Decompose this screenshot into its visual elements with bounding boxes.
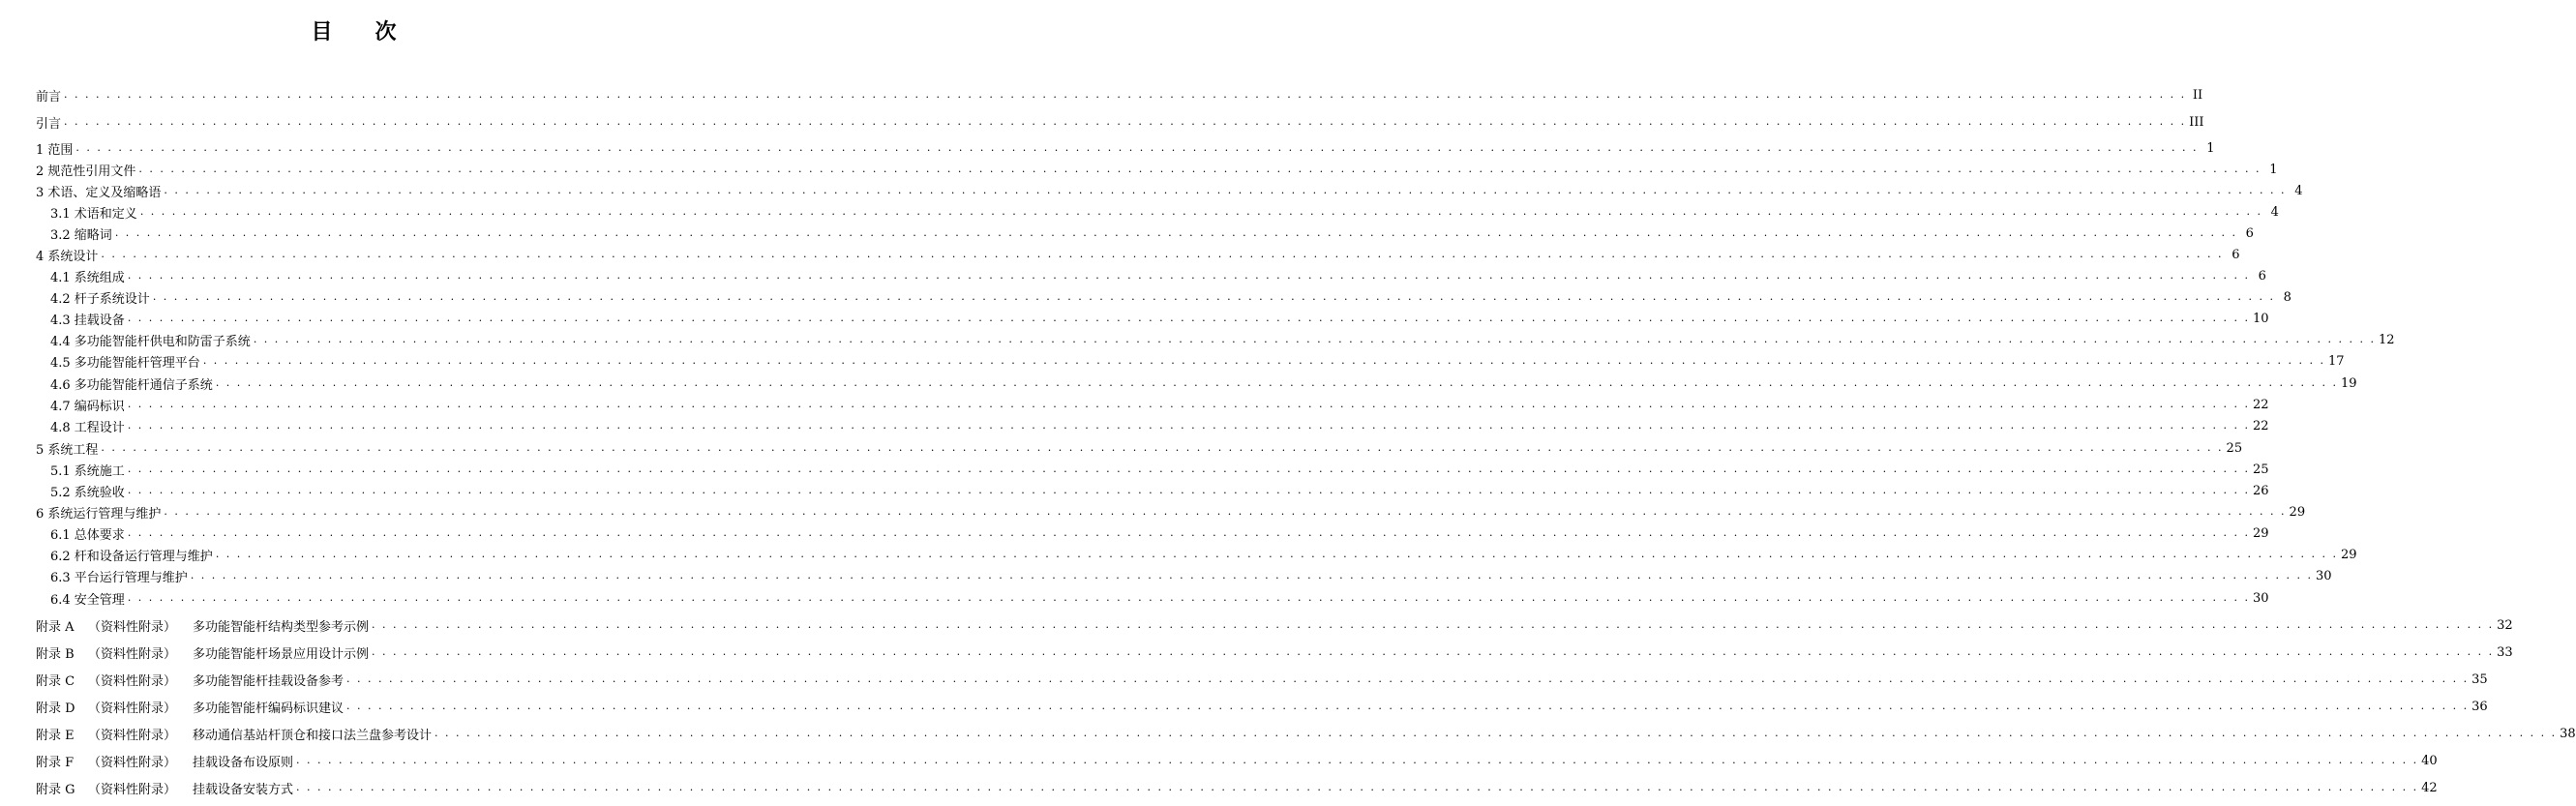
leader-dots: . . . . . . . . . . . . . . . . . . . . . . . . . . . . . . . . . . . . . . . . . . . . . . . . . . . . . . . . . . . . . . . . . . . . . . . . . . . . . . . . . . . . . . . . . . . . . . . . . . . . . . . . . . . . . . . . . . . . . . . . . . . . . . . . . . . . . . . . . . . . . . . . . . . . . . . . . . . . . . . . . . . . . . . . . . . . . . . . . . . . . . . . . . . . . . . . . . . . . . . . [215, 548, 2338, 560]
appendix-code: 附录 B [36, 646, 75, 662]
toc-page-number: 8 [2283, 289, 2291, 305]
toc-page-number: 25 [2252, 462, 2269, 477]
toc-appendix-entry[interactable] [0, 615, 2513, 635]
toc-page-number: 42 [2421, 780, 2438, 795]
toc-entry[interactable] [0, 460, 2269, 479]
toc-entry-label: 3 术语、定义及缩略语 [36, 185, 162, 200]
toc-page-number: 25 [2226, 440, 2243, 456]
toc-entry[interactable] [0, 502, 2306, 522]
toc-page-number: 6 [2232, 247, 2240, 262]
toc-page-number: 32 [2497, 617, 2513, 633]
toc-appendix-entry[interactable] [0, 670, 2488, 689]
appendix-label-group [36, 779, 293, 797]
leader-dots: . . . . . . . . . . . . . . . . . . . . . . . . . . . . . . . . . . . . . . . . . . . . . . . . . . . . . . . . . . . . . . . . . . . . . . . . . . . . . . . . . . . . . . . . . . . . . . . . . . . . . . . . . . . . . . . . . . . . . . . . . . . . . . . . . . . . . . . . . . . . . . . . . . . . . . . . . . . . . . . . . . . . . . . . . . . . . . . . . . . . . . . . . . . . . . . . . . . . . . . . [127, 526, 2250, 539]
toc-entry[interactable] [0, 112, 2204, 132]
toc-entry-label: 5.2 系统验收 [50, 485, 125, 500]
toc-entry-label: 6.1 总体要求 [50, 527, 125, 543]
toc-entry[interactable] [0, 373, 2357, 393]
leader-dots: . . . . . . . . . . . . . . . . . . . . . . . . . . . . . . . . . . . . . . . . . . . . . . . . . . . . . . . . . . . . . . . . . . . . . . . . . . . . . . . . . . . . . . . . . . . . . . . . . . . . . . . . . . . . . . . . . . . . . . . . . . . . . . . . . . . . . . . . . . . . . . . . . . . . . . . . . . . . . . . . . . . . . . . . . . . . . . . . . . . . . . . . . . . . . . . . . . . . . . . . [127, 463, 2250, 475]
appendix-type: （资料性附录） [88, 701, 177, 716]
toc-entry-label: 4.7 编码标识 [50, 399, 125, 414]
appendix-label-group [36, 616, 369, 635]
toc-entry[interactable] [0, 85, 2203, 104]
appendix-title: 多功能智能杆结构类型参考示例 [193, 619, 370, 635]
toc-page-number: 33 [2497, 644, 2513, 660]
toc-appendix-entry[interactable] [0, 751, 2438, 770]
appendix-code: 附录 A [36, 619, 75, 635]
toc-entry-label: 6.2 杆和设备运行管理与维护 [50, 549, 213, 564]
toc-entry[interactable] [0, 566, 2332, 585]
toc-entry-label: 6 系统运行管理与维护 [36, 506, 162, 522]
leader-dots: . . . . . . . . . . . . . . . . . . . . . . . . . . . . . . . . . . . . . . . . . . . . . . . . . . . . . . . . . . . . . . . . . . . . . . . . . . . . . . . . . . . . . . . . . . . . . . . . . . . . . . . . . . . . . . . . . . . . . . . . . . . . . . . . . . . . . . . . . . . . . . . . . . . . . . . . . . . . . . . . . . . . . . . . . . . . . . . . . . . . . . . . . . . . . . . . . . . . . . . . [127, 591, 2250, 604]
toc-entry-label: 1 范围 [36, 142, 74, 158]
leader-dots: . . . . . . . . . . . . . . . . . . . . . . . . . . . . . . . . . . . . . . . . . . . . . . . . . . . . . . . . . . . . . . . . . . . . . . . . . . . . . . . . . . . . . . . . . . . . . . . . . . . . . . . . . . . . . . . . . . . . . . . . . . . . . . . . . . . . . . . . . . . . . . . . . . . . . . . . . . . . . . . . . . . . . . . . . . . . . . . . . . . . . . . . . . . . . . . . . . . . . . . . [346, 672, 2470, 685]
toc-appendix-entry[interactable] [0, 697, 2488, 716]
toc-entry-label: 6.4 安全管理 [50, 592, 125, 608]
toc-entry[interactable] [0, 160, 2278, 179]
toc-entry[interactable] [0, 330, 2395, 349]
toc-page-number: 1 [2269, 162, 2278, 177]
toc-entry-label: 5 系统工程 [36, 442, 99, 458]
appendix-label-group [36, 643, 369, 662]
toc-entry[interactable] [0, 416, 2269, 435]
appendix-type: （资料性附录） [88, 673, 177, 689]
toc-appendix-entry[interactable] [0, 642, 2513, 662]
appendix-type: （资料性附录） [88, 782, 177, 797]
leader-dots: . . . . . . . . . . . . . . . . . . . . . . . . . . . . . . . . . . . . . . . . . . . . . . . . . . . . . . . . . . . . . . . . . . . . . . . . . . . . . . . . . . . . . . . . . . . . . . . . . . . . . . . . . . . . . . . . . . . . . . . . . . . . . . . . . . . . . . . . . . . . . . . . . . . . . . . . . . . . . . . . . . . . . . . . . . . . . . . . . . . . . . . . . . . . . . . . . . . . . . . . [127, 312, 2250, 324]
toc-entry[interactable] [0, 224, 2254, 243]
leader-dots: . . . . . . . . . . . . . . . . . . . . . . . . . . . . . . . . . . . . . . . . . . . . . . . . . . . . . . . . . . . . . . . . . . . . . . . . . . . . . . . . . . . . . . . . . . . . . . . . . . . . . . . . . . . . . . . . . . . . . . . . . . . . . . . . . . . . . . . . . . . . . . . . . . . . . . . . . . . . . . . . . . . . . . . . . . . . . . . . . . . . . . . . . . . . . . . . . . . . . . . . [164, 505, 2287, 518]
leader-dots: . . . . . . . . . . . . . . . . . . . . . . . . . . . . . . . . . . . . . . . . . . . . . . . . . . . . . . . . . . . . . . . . . . . . . . . . . . . . . . . . . . . . . . . . . . . . . . . . . . . . . . . . . . . . . . . . . . . . . . . . . . . . . . . . . . . . . . . . . . . . . . . . . . . . . . . . . . . . . . . . . . . . . . . . . . . . . . . . . . . . . . . . . . . . . . . . . . . . . . . . [101, 248, 2224, 260]
leader-dots: . . . . . . . . . . . . . . . . . . . . . . . . . . . . . . . . . . . . . . . . . . . . . . . . . . . . . . . . . . . . . . . . . . . . . . . . . . . . . . . . . . . . . . . . . . . . . . . . . . . . . . . . . . . . . . . . . . . . . . . . . . . . . . . . . . . . . . . . . . . . . . . . . . . . . . . . . . . . . . . . . . . . . . . . . . . . . . . . . . . . . . . . . . . . . . . . . . . . . . . . [164, 184, 2287, 196]
appendix-type: （资料性附录） [88, 646, 177, 662]
leader-dots: . . . . . . . . . . . . . . . . . . . . . . . . . . . . . . . . . . . . . . . . . . . . . . . . . . . . . . . . . . . . . . . . . . . . . . . . . . . . . . . . . . . . . . . . . . . . . . . . . . . . . . . . . . . . . . . . . . . . . . . . . . . . . . . . . . . . . . . . . . . . . . . . . . . . . . . . . . . . . . . . . . . . . . . . . . . . . . . . . . . . . . . . . . . . . . . . . . . . . . . . [372, 618, 2495, 631]
toc-entry[interactable] [0, 181, 2303, 200]
leader-dots: . . . . . . . . . . . . . . . . . . . . . . . . . . . . . . . . . . . . . . . . . . . . . . . . . . . . . . . . . . . . . . . . . . . . . . . . . . . . . . . . . . . . . . . . . . . . . . . . . . . . . . . . . . . . . . . . . . . . . . . . . . . . . . . . . . . . . . . . . . . . . . . . . . . . . . . . . . . . . . . . . . . . . . . . . . . . . . . . . . . . . . . . . . . . . . . . . . . . . . . . [139, 205, 2262, 218]
toc-page-number: 26 [2252, 483, 2269, 498]
toc-entry[interactable] [0, 545, 2357, 564]
toc-entry-label: 3.2 缩略词 [50, 227, 112, 243]
toc-entry[interactable] [0, 351, 2345, 371]
leader-dots: . . . . . . . . . . . . . . . . . . . . . . . . . . . . . . . . . . . . . . . . . . . . . . . . . . . . . . . . . . . . . . . . . . . . . . . . . . . . . . . . . . . . . . . . . . . . . . . . . . . . . . . . . . . . . . . . . . . . . . . . . . . . . . . . . . . . . . . . . . . . . . . . . . . . . . . . . . . . . . . . . . . . . . . . . . . . . . . . . . . . . . . . . . . . . . . . . . . . . . . . [75, 141, 2199, 154]
toc-page-number: 36 [2471, 699, 2488, 714]
leader-dots: . . . . . . . . . . . . . . . . . . . . . . . . . . . . . . . . . . . . . . . . . . . . . . . . . . . . . . . . . . . . . . . . . . . . . . . . . . . . . . . . . . . . . . . . . . . . . . . . . . . . . . . . . . . . . . . . . . . . . . . . . . . . . . . . . . . . . . . . . . . . . . . . . . . . . . . . . . . . . . . . . . . . . . . . . . . . . . . . . . . . . . . . . . . . . . . . . . . . . . . . [372, 645, 2495, 658]
appendix-code: 附录 E [36, 728, 75, 743]
toc-entry-label: 4.3 挂载设备 [50, 313, 125, 328]
toc-entry[interactable] [0, 438, 2243, 458]
appendix-title: 多功能智能杆编码标识建议 [193, 701, 344, 716]
toc-page-number: 22 [2252, 418, 2269, 433]
toc-page-number: 29 [2252, 525, 2269, 541]
toc-entry-label: 4.5 多功能智能杆管理平台 [50, 355, 200, 371]
toc-entry-label: 4.4 多功能智能杆供电和防雷子系统 [50, 334, 251, 349]
appendix-code: 附录 C [36, 673, 75, 689]
appendix-code: 附录 D [36, 701, 75, 716]
toc-page-number: 17 [2327, 353, 2345, 369]
leader-dots: . . . . . . . . . . . . . . . . . . . . . . . . . . . . . . . . . . . . . . . . . . . . . . . . . . . . . . . . . . . . . . . . . . . . . . . . . . . . . . . . . . . . . . . . . . . . . . . . . . . . . . . . . . . . . . . . . . . . . . . . . . . . . . . . . . . . . . . . . . . . . . . . . . . . . . . . . . . . . . . . . . . . . . . . . . . . . . . . . . . . . . . . . . . . . . . . . . . . . . . . [114, 226, 2237, 239]
appendix-label-group [36, 698, 344, 716]
toc-entry[interactable] [0, 395, 2269, 414]
toc-page-number: 6 [2258, 268, 2266, 284]
toc-entry-label: 6.3 平台运行管理与维护 [50, 570, 188, 585]
appendix-title: 多功能智能杆挂载设备参考 [193, 673, 344, 689]
toc-page-number: 19 [2340, 375, 2357, 391]
appendix-label-group [36, 752, 293, 770]
leader-dots: . . . . . . . . . . . . . . . . . . . . . . . . . . . . . . . . . . . . . . . . . . . . . . . . . . . . . . . . . . . . . . . . . . . . . . . . . . . . . . . . . . . . . . . . . . . . . . . . . . . . . . . . . . . . . . . . . . . . . . . . . . . . . . . . . . . . . . . . . . . . . . . . . . . . . . . . . . . . . . . . . . . . . . . . . . . . . . . . . . . . . . . . . . . . . . . . . . . . . . . . [202, 354, 2325, 367]
toc-entry-label: 5.1 系统施工 [50, 463, 125, 479]
leader-dots: . . . . . . . . . . . . . . . . . . . . . . . . . . . . . . . . . . . . . . . . . . . . . . . . . . . . . . . . . . . . . . . . . . . . . . . . . . . . . . . . . . . . . . . . . . . . . . . . . . . . . . . . . . . . . . . . . . . . . . . . . . . . . . . . . . . . . . . . . . . . . . . . . . . . . . . . . . . . . . . . . . . . . . . . . . . . . . . . . . . . . . . . . . . . . . . . . . . . . . . . [296, 754, 2419, 766]
toc-page-number: III [2189, 114, 2204, 130]
leader-dots: . . . . . . . . . . . . . . . . . . . . . . . . . . . . . . . . . . . . . . . . . . . . . . . . . . . . . . . . . . . . . . . . . . . . . . . . . . . . . . . . . . . . . . . . . . . . . . . . . . . . . . . . . . . . . . . . . . . . . . . . . . . . . . . . . . . . . . . . . . . . . . . . . . . . . . . . . . . . . . . . . . . . . . . . . . . . . . . . . . . . . . . . . . . . . . . . . . . . . . . . [101, 441, 2224, 454]
leader-dots: . . . . . . . . . . . . . . . . . . . . . . . . . . . . . . . . . . . . . . . . . . . . . . . . . . . . . . . . . . . . . . . . . . . . . . . . . . . . . . . . . . . . . . . . . . . . . . . . . . . . . . . . . . . . . . . . . . . . . . . . . . . . . . . . . . . . . . . . . . . . . . . . . . . . . . . . . . . . . . . . . . . . . . . . . . . . . . . . . . . . . . . . . . . . . . . . . . . . . . . . [64, 88, 2187, 101]
leader-dots: . . . . . . . . . . . . . . . . . . . . . . . . . . . . . . . . . . . . . . . . . . . . . . . . . . . . . . . . . . . . . . . . . . . . . . . . . . . . . . . . . . . . . . . . . . . . . . . . . . . . . . . . . . . . . . . . . . . . . . . . . . . . . . . . . . . . . . . . . . . . . . . . . . . . . . . . . . . . . . . . . . . . . . . . . . . . . . . . . . . . . . . . . . . . . . . . . . . . . . . . [190, 569, 2313, 582]
leader-dots: . . . . . . . . . . . . . . . . . . . . . . . . . . . . . . . . . . . . . . . . . . . . . . . . . . . . . . . . . . . . . . . . . . . . . . . . . . . . . . . . . . . . . . . . . . . . . . . . . . . . . . . . . . . . . . . . . . . . . . . . . . . . . . . . . . . . . . . . . . . . . . . . . . . . . . . . . . . . . . . . . . . . . . . . . . . . . . . . . . . . . . . . . . . . . . . . . . . . . . . . [215, 376, 2338, 389]
toc-entry[interactable] [0, 245, 2240, 264]
toc-page-number: 30 [2315, 568, 2332, 583]
appendix-title: 移动通信基站杆顶仓和接口法兰盘参考设计 [193, 728, 433, 743]
appendix-title: 挂载设备布设原则 [193, 755, 294, 770]
toc-page-number: 12 [2378, 332, 2395, 347]
toc-entry[interactable] [0, 266, 2266, 285]
leader-dots: . . . . . . . . . . . . . . . . . . . . . . . . . . . . . . . . . . . . . . . . . . . . . . . . . . . . . . . . . . . . . . . . . . . . . . . . . . . . . . . . . . . . . . . . . . . . . . . . . . . . . . . . . . . . . . . . . . . . . . . . . . . . . . . . . . . . . . . . . . . . . . . . . . . . . . . . . . . . . . . . . . . . . . . . . . . . . . . . . . . . . . . . . . . . . . . . . . . . . . . . [127, 419, 2250, 432]
toc-page-number: II [2192, 87, 2203, 103]
toc-appendix-entry[interactable] [0, 724, 2576, 743]
leader-dots: . . . . . . . . . . . . . . . . . . . . . . . . . . . . . . . . . . . . . . . . . . . . . . . . . . . . . . . . . . . . . . . . . . . . . . . . . . . . . . . . . . . . . . . . . . . . . . . . . . . . . . . . . . . . . . . . . . . . . . . . . . . . . . . . . . . . . . . . . . . . . . . . . . . . . . . . . . . . . . . . . . . . . . . . . . . . . . . . . . . . . . . . . . . . . . . . . . . . . . . . [127, 484, 2250, 496]
appendix-label-group [36, 725, 432, 743]
toc-entry[interactable] [0, 287, 2291, 307]
toc-page-number: 1 [2206, 140, 2215, 156]
page-title: 目 次 [311, 20, 397, 45]
toc-entry-label: 4 系统设计 [36, 249, 99, 264]
leader-dots: . . . . . . . . . . . . . . . . . . . . . . . . . . . . . . . . . . . . . . . . . . . . . . . . . . . . . . . . . . . . . . . . . . . . . . . . . . . . . . . . . . . . . . . . . . . . . . . . . . . . . . . . . . . . . . . . . . . . . . . . . . . . . . . . . . . . . . . . . . . . . . . . . . . . . . . . . . . . . . . . . . . . . . . . . . . . . . . . . . . . . . . . . . . . . . . . . . . . . . . . [253, 333, 2376, 345]
toc-entry[interactable] [0, 202, 2279, 222]
toc-page-number: 38 [2560, 726, 2576, 741]
toc-page-number: 4 [2294, 183, 2303, 198]
toc-page-number: 6 [2245, 225, 2254, 241]
toc-page-number: 4 [2270, 204, 2279, 220]
appendix-type: （资料性附录） [88, 619, 177, 635]
toc-entry-label: 4.8 工程设计 [50, 420, 125, 435]
toc-page-number: 29 [2340, 547, 2357, 562]
toc-page-number: 29 [2289, 504, 2306, 520]
appendix-title: 多功能智能杆场景应用设计示例 [193, 646, 370, 662]
leader-dots: . . . . . . . . . . . . . . . . . . . . . . . . . . . . . . . . . . . . . . . . . . . . . . . . . . . . . . . . . . . . . . . . . . . . . . . . . . . . . . . . . . . . . . . . . . . . . . . . . . . . . . . . . . . . . . . . . . . . . . . . . . . . . . . . . . . . . . . . . . . . . . . . . . . . . . . . . . . . . . . . . . . . . . . . . . . . . . . . . . . . . . . . . . . . . . . . . . . . . . . . [346, 700, 2470, 712]
appendix-title: 挂载设备安装方式 [193, 782, 294, 797]
toc-entry-label: 4.6 多功能智能杆通信子系统 [50, 377, 213, 393]
leader-dots: . . . . . . . . . . . . . . . . . . . . . . . . . . . . . . . . . . . . . . . . . . . . . . . . . . . . . . . . . . . . . . . . . . . . . . . . . . . . . . . . . . . . . . . . . . . . . . . . . . . . . . . . . . . . . . . . . . . . . . . . . . . . . . . . . . . . . . . . . . . . . . . . . . . . . . . . . . . . . . . . . . . . . . . . . . . . . . . . . . . . . . . . . . . . . . . . . . . . . . . . [127, 269, 2250, 282]
toc-entry-label: 4.1 系统组成 [50, 270, 125, 285]
toc-appendix-entry[interactable] [0, 778, 2438, 797]
toc-entry-label: 2 规范性引用文件 [36, 164, 136, 179]
leader-dots: . . . . . . . . . . . . . . . . . . . . . . . . . . . . . . . . . . . . . . . . . . . . . . . . . . . . . . . . . . . . . . . . . . . . . . . . . . . . . . . . . . . . . . . . . . . . . . . . . . . . . . . . . . . . . . . . . . . . . . . . . . . . . . . . . . . . . . . . . . . . . . . . . . . . . . . . . . . . . . . . . . . . . . . . . . . . . . . . . . . . . . . . . . . . . . . . . . . . . . . . [64, 115, 2187, 128]
leader-dots: . . . . . . . . . . . . . . . . . . . . . . . . . . . . . . . . . . . . . . . . . . . . . . . . . . . . . . . . . . . . . . . . . . . . . . . . . . . . . . . . . . . . . . . . . . . . . . . . . . . . . . . . . . . . . . . . . . . . . . . . . . . . . . . . . . . . . . . . . . . . . . . . . . . . . . . . . . . . . . . . . . . . . . . . . . . . . . . . . . . . . . . . . . . . . . . . . . . . . . . . [296, 781, 2419, 793]
leader-dots: . . . . . . . . . . . . . . . . . . . . . . . . . . . . . . . . . . . . . . . . . . . . . . . . . . . . . . . . . . . . . . . . . . . . . . . . . . . . . . . . . . . . . . . . . . . . . . . . . . . . . . . . . . . . . . . . . . . . . . . . . . . . . . . . . . . . . . . . . . . . . . . . . . . . . . . . . . . . . . . . . . . . . . . . . . . . . . . . . . . . . . . . . . . . . . . . . . . . . . . . [434, 727, 2558, 739]
appendix-code: 附录 G [36, 782, 75, 797]
toc-page-number: 22 [2252, 397, 2269, 412]
toc-entry[interactable] [0, 523, 2269, 543]
toc-entry-label: 引言 [36, 116, 62, 132]
toc-entry[interactable] [0, 481, 2269, 500]
toc-page-number: 30 [2252, 590, 2269, 606]
leader-dots: . . . . . . . . . . . . . . . . . . . . . . . . . . . . . . . . . . . . . . . . . . . . . . . . . . . . . . . . . . . . . . . . . . . . . . . . . . . . . . . . . . . . . . . . . . . . . . . . . . . . . . . . . . . . . . . . . . . . . . . . . . . . . . . . . . . . . . . . . . . . . . . . . . . . . . . . . . . . . . . . . . . . . . . . . . . . . . . . . . . . . . . . . . . . . . . . . . . . . . . . [127, 398, 2250, 410]
toc-entry[interactable] [0, 309, 2269, 328]
appendix-type: （资料性附录） [88, 728, 177, 743]
toc-entry[interactable] [0, 588, 2269, 608]
toc-page-number: 10 [2252, 311, 2269, 326]
appendix-label-group [36, 671, 344, 689]
appendix-type: （资料性附录） [88, 755, 177, 770]
toc-page-number: 40 [2421, 753, 2438, 768]
toc-entry[interactable] [0, 138, 2215, 158]
toc-entry-label: 前言 [36, 89, 62, 104]
appendix-code: 附录 F [36, 755, 75, 770]
toc-page-number: 35 [2471, 672, 2488, 687]
toc-entry-label: 4.2 杆子系统设计 [50, 291, 150, 307]
leader-dots: . . . . . . . . . . . . . . . . . . . . . . . . . . . . . . . . . . . . . . . . . . . . . . . . . . . . . . . . . . . . . . . . . . . . . . . . . . . . . . . . . . . . . . . . . . . . . . . . . . . . . . . . . . . . . . . . . . . . . . . . . . . . . . . . . . . . . . . . . . . . . . . . . . . . . . . . . . . . . . . . . . . . . . . . . . . . . . . . . . . . . . . . . . . . . . . . . . . . . . . . [152, 290, 2275, 303]
toc-entry-label: 3.1 术语和定义 [50, 206, 137, 222]
leader-dots: . . . . . . . . . . . . . . . . . . . . . . . . . . . . . . . . . . . . . . . . . . . . . . . . . . . . . . . . . . . . . . . . . . . . . . . . . . . . . . . . . . . . . . . . . . . . . . . . . . . . . . . . . . . . . . . . . . . . . . . . . . . . . . . . . . . . . . . . . . . . . . . . . . . . . . . . . . . . . . . . . . . . . . . . . . . . . . . . . . . . . . . . . . . . . . . . . . . . . . . . [138, 163, 2261, 175]
